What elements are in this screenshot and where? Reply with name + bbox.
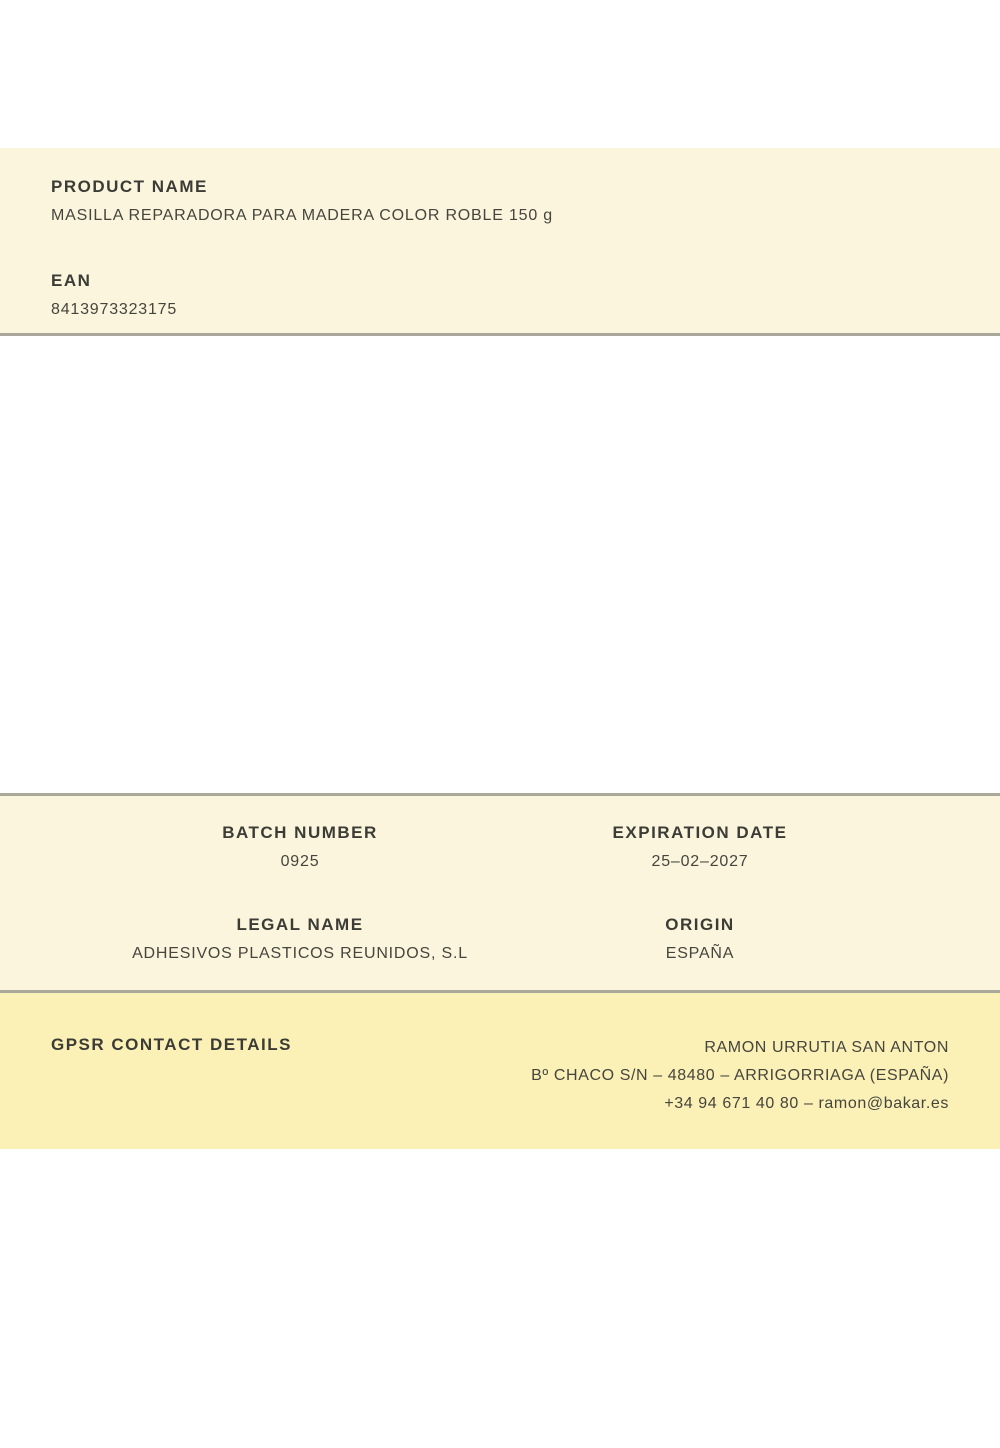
product-name-label: PRODUCT NAME bbox=[51, 177, 208, 196]
product-name-value: MASILLA REPARADORA PARA MADERA COLOR ROBLE 150 g bbox=[51, 207, 553, 224]
product-identity-section bbox=[0, 148, 1000, 336]
contact-phone-email: +34 94 671 40 80 – ramon@bakar.es bbox=[664, 1095, 949, 1112]
product-name-field bbox=[51, 177, 949, 226]
batch-number-field bbox=[100, 823, 500, 872]
gpsr-contact-label: GPSR CONTACT DETAILS bbox=[51, 1035, 292, 1054]
ean-label: EAN bbox=[51, 271, 92, 290]
product-label-sheet bbox=[0, 148, 1000, 1448]
legal-name-value: ADHESIVOS PLASTICOS REUNIDOS, S.L bbox=[132, 945, 468, 962]
batch-details-section bbox=[0, 793, 1000, 993]
batch-number-label: BATCH NUMBER bbox=[222, 823, 378, 842]
contact-address: Bº CHACO S/N – 48480 – ARRIGORRIAGA (ESPAÑA) bbox=[531, 1067, 949, 1084]
gpsr-contact-section bbox=[0, 993, 1000, 1149]
details-grid bbox=[100, 823, 900, 964]
gpsr-contact-lines bbox=[531, 1034, 949, 1118]
expiration-date-value: 25–02–2027 bbox=[651, 853, 749, 870]
batch-number-value: 0925 bbox=[280, 853, 320, 870]
origin-field bbox=[500, 915, 900, 964]
ean-field bbox=[51, 271, 949, 320]
origin-value: ESPAÑA bbox=[665, 945, 735, 962]
origin-label: ORIGIN bbox=[665, 915, 735, 934]
contact-person-name: RAMON URRUTIA SAN ANTON bbox=[704, 1039, 949, 1056]
legal-name-label: LEGAL NAME bbox=[236, 915, 364, 934]
ean-value: 8413973323175 bbox=[51, 301, 178, 318]
legal-name-field bbox=[100, 915, 500, 964]
expiration-date-label: EXPIRATION DATE bbox=[612, 823, 788, 842]
expiration-date-field bbox=[500, 823, 900, 872]
